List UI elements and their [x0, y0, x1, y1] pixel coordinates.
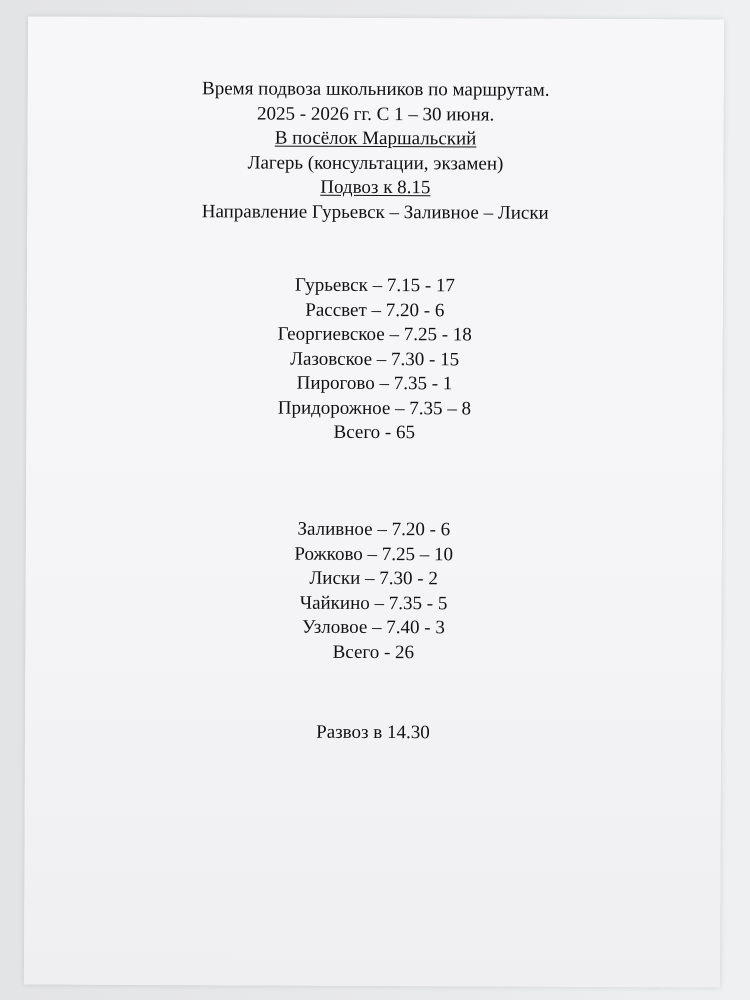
header-block	[27, 76, 724, 226]
title-line-2: 2025 - 2026 гг. С 1 – 30 июня.	[257, 102, 495, 126]
arrival-time: Подвоз к 8.15	[320, 176, 431, 199]
route-1-stop: Георгиевское – 7.25 - 18	[277, 323, 472, 346]
route-1-stop: Рассвет – 7.20 - 6	[305, 299, 445, 321]
destination: В посёлок Маршальский	[274, 127, 477, 150]
paper-sheet	[24, 16, 724, 987]
purpose: Лагерь (консультации, экзамен)	[247, 151, 504, 175]
title-line-1: Время подвоза школьников по маршрутам.	[202, 78, 550, 101]
route-2-stop: Лиски – 7.30 - 2	[309, 567, 438, 590]
route-1-stop: Гурьевск – 7.15 - 17	[294, 274, 455, 297]
route-1-stop: Придорожное – 7.35 – 8	[277, 397, 472, 419]
route-2-stop: Чайкино – 7.35 - 5	[299, 592, 448, 614]
route-1-stop: Пирогово – 7.35 - 1	[296, 372, 453, 395]
direction: Направление Гурьевск – Заливное – Лиски	[201, 200, 549, 224]
footer-block	[25, 719, 721, 747]
route-1-total: Всего - 65	[333, 421, 416, 444]
route-2-list	[25, 516, 722, 666]
route-2-stop: Заливное – 7.20 - 6	[297, 518, 451, 541]
route-1-list	[26, 272, 723, 447]
route-2-total: Всего - 26	[332, 641, 415, 663]
route-1-stop: Лазовское – 7.30 - 15	[290, 348, 460, 370]
return-trip-time: Развоз в 14.30	[316, 721, 430, 744]
route-2-stop: Рожково – 7.25 – 10	[294, 543, 454, 565]
route-2-stop: Узловое – 7.40 - 3	[301, 616, 445, 639]
